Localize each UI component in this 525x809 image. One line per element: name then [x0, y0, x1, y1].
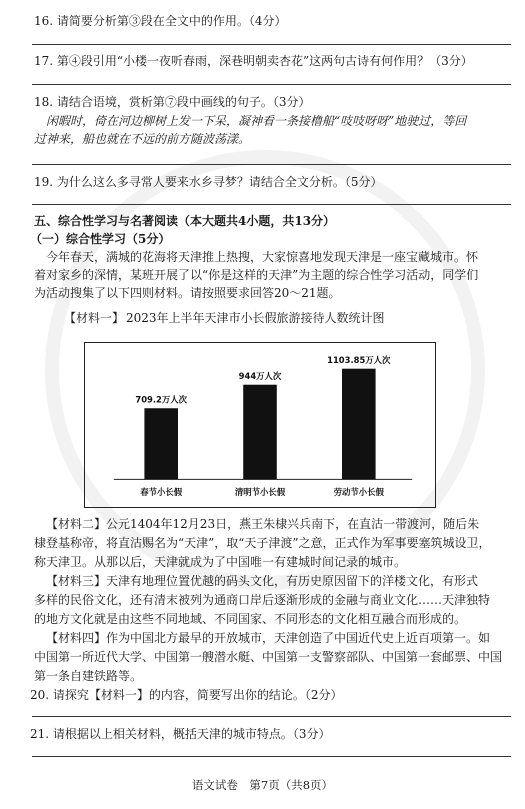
- bar-data-label: 709.2万人次: [135, 394, 188, 405]
- bar: [243, 385, 277, 480]
- answer-line: [32, 44, 511, 45]
- bar-data-label: 944万人次: [238, 370, 282, 381]
- bar: [342, 369, 376, 480]
- answer-line: [32, 716, 511, 717]
- answer-line: [32, 756, 511, 757]
- section-heading: 五、综合性学习与名著阅读（本大题共4小题，共13分）: [34, 214, 336, 228]
- material2-line: 【材料二】公元1404年12月23日，燕王朱棣兴兵南下，在直沽一带渡河，随后朱: [46, 517, 480, 531]
- question-18: 18. 请结合语境，赏析第⑦段中画线的句子。（3分）: [34, 95, 311, 109]
- subsection-heading: （一）综合性学习（5分）: [30, 232, 171, 246]
- material2-line: 棣登基称帝，将直沽赐名为“天津”，取“天子津渡”之意，正式作为军事要塞筑城设卫，: [34, 536, 491, 550]
- bar: [144, 408, 178, 479]
- quote-line: 闲暇时，倚在河边柳树上发一下呆，凝神看一条接橹船“吱吱呀呀”地驶过，等回: [46, 114, 467, 128]
- material1-label: 【材料一】: [64, 311, 125, 325]
- category-label: 清明节小长假: [234, 487, 286, 498]
- bar-chart: [84, 342, 436, 508]
- question-16: 16. 请简要分析第③段在全文中的作用。（4分）: [34, 14, 287, 28]
- intro-line: 今年春天，满城的花海将天津推上热搜，大家惊喜地发现天津是一座宝藏城市。怀: [46, 250, 479, 264]
- quote-line: 过神来，船也就在不远的前方随波荡漾。: [34, 132, 251, 146]
- material2-line: 称天津卫。从那以后，天津就成为了中国唯一有建城时间记录的城市。: [34, 555, 407, 569]
- question-20: 20. 请探究【材料一】的内容，简要写出你的结论。（2分）: [30, 688, 343, 702]
- bar-data-label: 1103.85万人次: [327, 354, 391, 365]
- material4-line: 中国第一所近代大学、中国第一艘潜水艇、中国第一支警察部队、中国第一套邮票、中国: [34, 650, 503, 664]
- answer-line: [32, 164, 511, 165]
- material3-line: 【材料三】天津有地理位置优越的码头文化，有历史原因留下的洋楼文化，有形式: [46, 574, 479, 588]
- material4-line: 第一条自建铁路等。: [34, 669, 143, 683]
- intro-line: 为活动搜集了以下四则材料。请按照要求回答20～21题。: [34, 286, 341, 300]
- question-21: 21. 请根据以上相关材料，概括天津的城市特点。（3分）: [30, 727, 331, 741]
- material4-line: 【材料四】作为中国北方最早的开放城市，天津创造了中国近代史上近百项第一。如: [46, 631, 491, 645]
- answer-line: [32, 204, 511, 205]
- answer-line: [32, 84, 511, 85]
- chart-title: 2023年上半年天津市小长假旅游接待人数统计图: [126, 311, 385, 325]
- intro-line: 着对家乡的深情，某班开展了以“你是这样的天津”为主题的综合性学习活动，同学们: [34, 268, 479, 282]
- chart-canvas: [85, 343, 435, 507]
- question-17: 17. 第④段引用“小楼一夜听春雨，深巷明朝卖杏花”这两句古诗有何作用？（3分）: [34, 54, 473, 68]
- material3-line: 多样的民俗文化，还有清末被列为通商口岸后逐渐形成的金融与商业文化……天津独特: [34, 593, 491, 607]
- page-footer: 语文试卷 第7页（共8页）: [191, 778, 334, 792]
- material3-line: 的地方文化就是由这些不同地域、不同国家、不同形态的文化相互融合而形成的。: [34, 612, 467, 626]
- category-label: 春节小长假: [140, 487, 183, 498]
- category-label: 劳动节小长假: [333, 487, 384, 498]
- question-19: 19. 为什么这么多寻常人要来水乡寻梦？请结合全文分析。（5分）: [34, 175, 383, 189]
